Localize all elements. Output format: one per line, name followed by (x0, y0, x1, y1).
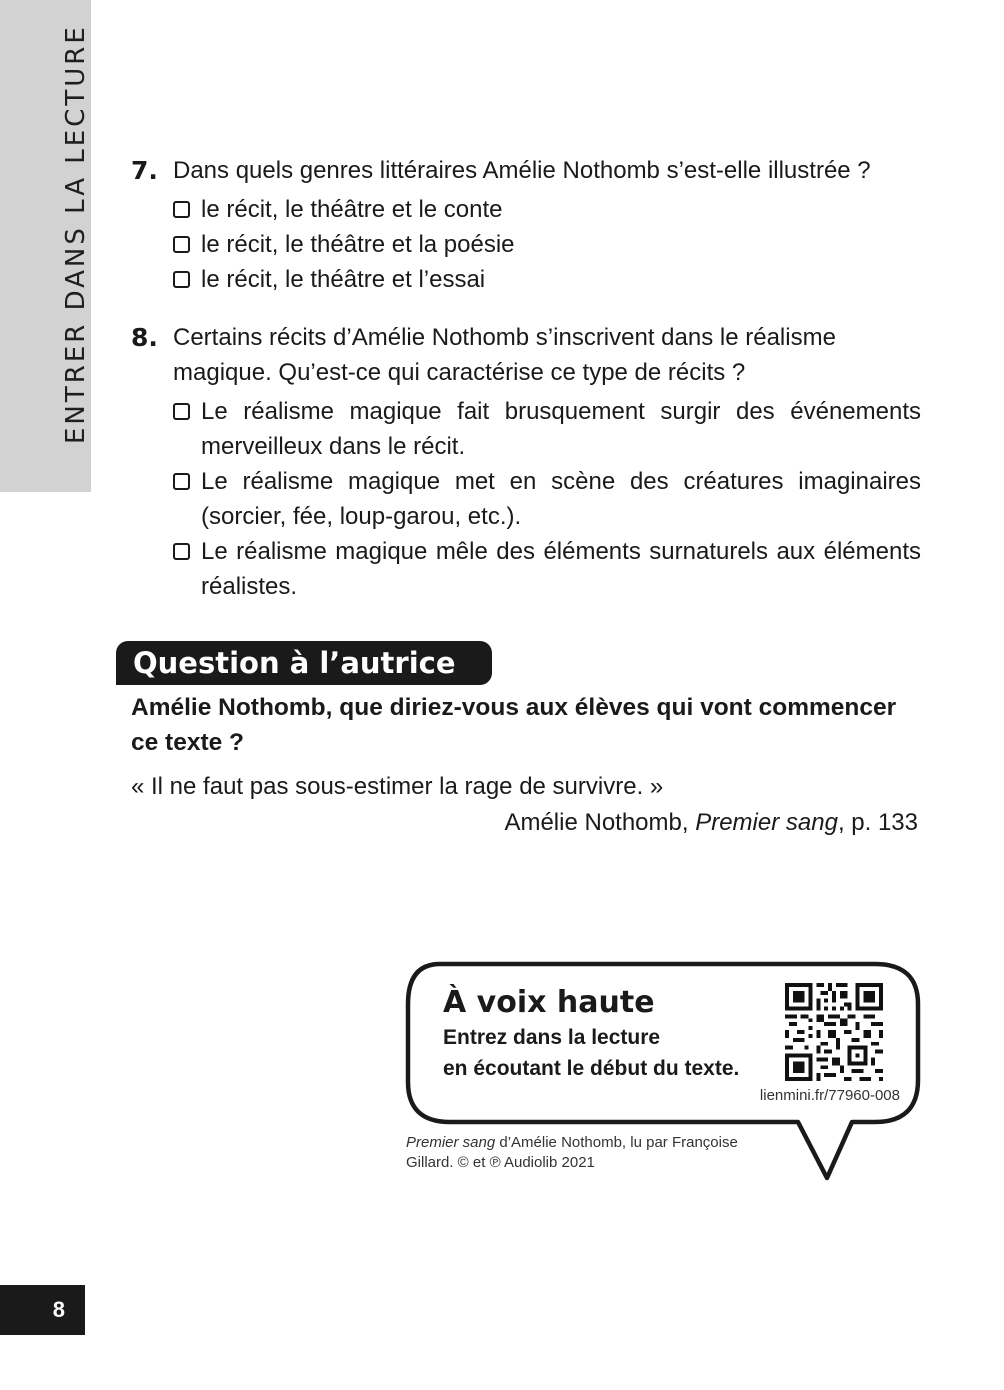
audio-link[interactable]: lienmini.fr/77960-008 (759, 1087, 900, 1104)
audio-credit (406, 1133, 766, 1173)
credit-text: d’Amélie Nothomb, lu par Françoise Gillard. © et ℗ Audiolib 2021 (406, 1134, 738, 1171)
audio-title: À voix haute (443, 985, 655, 1020)
question-number: 8. (131, 323, 158, 352)
citation-book: Premier sang (695, 809, 838, 836)
option-label: Le réalisme magique mêle des éléments surnaturels aux éléments réalistes. (201, 538, 921, 600)
audio-line-1: Entrez dans la lecture (443, 1026, 661, 1049)
credit-book: Premier sang (406, 1134, 496, 1151)
interview-question: Amélie Nothomb, que diriez-vous aux élèves qui vont commencer ce texte ? (131, 694, 897, 756)
option-label: le récit, le théâtre et l’essai (201, 266, 486, 293)
question-number: 7. (131, 156, 158, 185)
citation-page: , p. 133 (837, 809, 918, 836)
section-title: Question à l’autrice (116, 641, 492, 685)
option-label: le récit, le théâtre et la poésie (201, 231, 515, 258)
question-text: Dans quels genres littéraires Amélie Nothomb s’est-elle illustrée ? (173, 157, 871, 184)
page-number: 8 (0, 1285, 85, 1335)
option-label: le récit, le théâtre et le conte (201, 196, 503, 223)
question-text: Certains récits d’Amélie Nothomb s’inscrivent dans le réalisme magique. Qu’est-ce qui caractérise ce type de récits ? (173, 324, 836, 386)
option-label: Le réalisme magique fait brusquement surgir des événements merveilleux dans le récit. (201, 398, 921, 460)
qr-code-icon[interactable] (785, 983, 883, 1081)
audio-line-2: en écoutant le début du texte. (443, 1057, 740, 1080)
option-label: Le réalisme magique met en scène des créatures imaginaires (sorcier, fée, loup-garou, etc.). (201, 468, 921, 530)
side-tab-label: ENTRER DANS LA LECTURE (61, 24, 91, 444)
citation-author: Amélie Nothomb, (504, 809, 696, 836)
interview-answer: « Il ne faut pas sous-estimer la rage de survivre. » (131, 773, 664, 800)
